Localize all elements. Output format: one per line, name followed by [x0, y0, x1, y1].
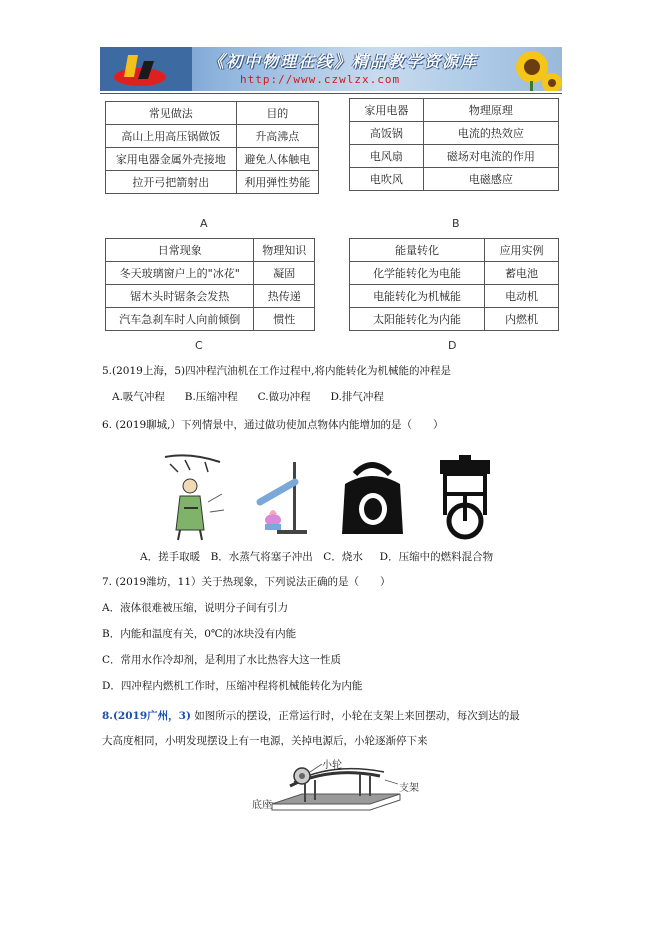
table-row: 化学能转化为电能 蓄电池: [350, 262, 559, 285]
table-c: [105, 238, 315, 331]
table-header: 能量转化: [350, 239, 485, 262]
table-row: 拉开弓把箭射出 利用弹性势能: [106, 171, 319, 194]
table-label-a: A: [200, 217, 208, 230]
question-8-line1: 如图所示的摆设，正常运行时，小轮在支架上来回摆动，每次到达的最: [194, 710, 520, 722]
header-url[interactable]: http://www.czwlzx.com: [240, 73, 401, 86]
question-5-text: 5.(2019上海，5)四冲程汽油机在工作过程中,将内能转化为机械能的冲程是: [102, 365, 451, 377]
table-label-b: B: [452, 217, 460, 230]
question-7-option-a: A．液体很难被压缩，说明分子间有引力: [102, 602, 289, 614]
question-7-text: 7. (2019潍坊，11）关于热现象，下列说法正确的是（ ）: [102, 576, 391, 588]
question-8-source: (2019广州，3): [112, 710, 191, 722]
table-row: 太阳能转化为内能 内燃机: [350, 308, 559, 331]
table-row: 锯木头时锯条会发热 热传递: [106, 285, 315, 308]
table-header: 物理原理: [423, 99, 558, 122]
table-header: 目的: [236, 102, 318, 125]
sunflower-icon: [492, 47, 562, 91]
table-row: 电能转化为机械能 电动机: [350, 285, 559, 308]
table-row: 冬天玻璃窗户上的"冰花" 凝固: [106, 262, 315, 285]
table-header: 物理知识: [254, 239, 315, 262]
question-6-text: 6. (2019聊城,）下列情景中，通过做功使加点物体内能增加的是（ ）: [102, 419, 444, 431]
table-header: 家用电器: [350, 99, 424, 122]
table-b: [349, 98, 559, 191]
rubbing-hands-figure: [160, 452, 230, 542]
header-divider: [100, 93, 562, 94]
table-d: [349, 238, 559, 331]
logo-icon: [100, 47, 192, 91]
question-8-number: 8.: [102, 710, 113, 722]
table-header: 应用实例: [485, 239, 559, 262]
question-7-option-b: B．内能和温度有关，0℃的冰块没有内能: [102, 628, 297, 640]
engine-cylinder-figure: [435, 455, 495, 540]
header-banner: [100, 47, 562, 91]
header-title: 《初中物理在线》精品教学资源库: [208, 52, 479, 71]
table-header: 常见做法: [106, 102, 237, 125]
table-label-c: C: [195, 339, 203, 352]
question-7-option-d: D．四冲程内燃机工作时，压缩冲程将机械能转化为内能: [102, 680, 363, 692]
figure-label-stand: 支架: [399, 783, 419, 794]
table-row: 高山上用高压锅做饭 升高沸点: [106, 125, 319, 148]
table-row: 高饭锅 电流的热效应: [350, 122, 559, 145]
kettle-figure: [335, 454, 410, 539]
question-7-option-c: C．常用水作冷却剂，是利用了水比热容大这一性质: [102, 654, 342, 666]
table-row: 汽车急刹车时人向前倾倒 惯性: [106, 308, 315, 331]
table-row: 电吹风 电磁感应: [350, 168, 559, 191]
table-row: 电风扇 磁场对电流的作用: [350, 145, 559, 168]
question-5-options: A.吸气冲程 B.压缩冲程 C.做功冲程 D.排气冲程: [112, 391, 384, 403]
table-a: [105, 101, 319, 194]
table-label-d: D: [448, 339, 457, 352]
table-header: 日常现象: [106, 239, 254, 262]
table-row: 家用电器金属外壳接地 避免人体触电: [106, 148, 319, 171]
question-8-text: [102, 708, 520, 723]
question-6-caption: A．搓手取暖 B．水蒸气将塞子冲出 C．烧水 D．压缩中的燃料混合物: [140, 551, 494, 563]
test-tube-figure: [255, 462, 315, 537]
figure-label-wheel: 小轮: [322, 760, 342, 771]
figure-label-base: 底座: [252, 800, 272, 811]
question-8-line2: 大高度相同，小明发现摆设上有一电源，关掉电源后，小轮逐渐停下来: [102, 735, 428, 747]
